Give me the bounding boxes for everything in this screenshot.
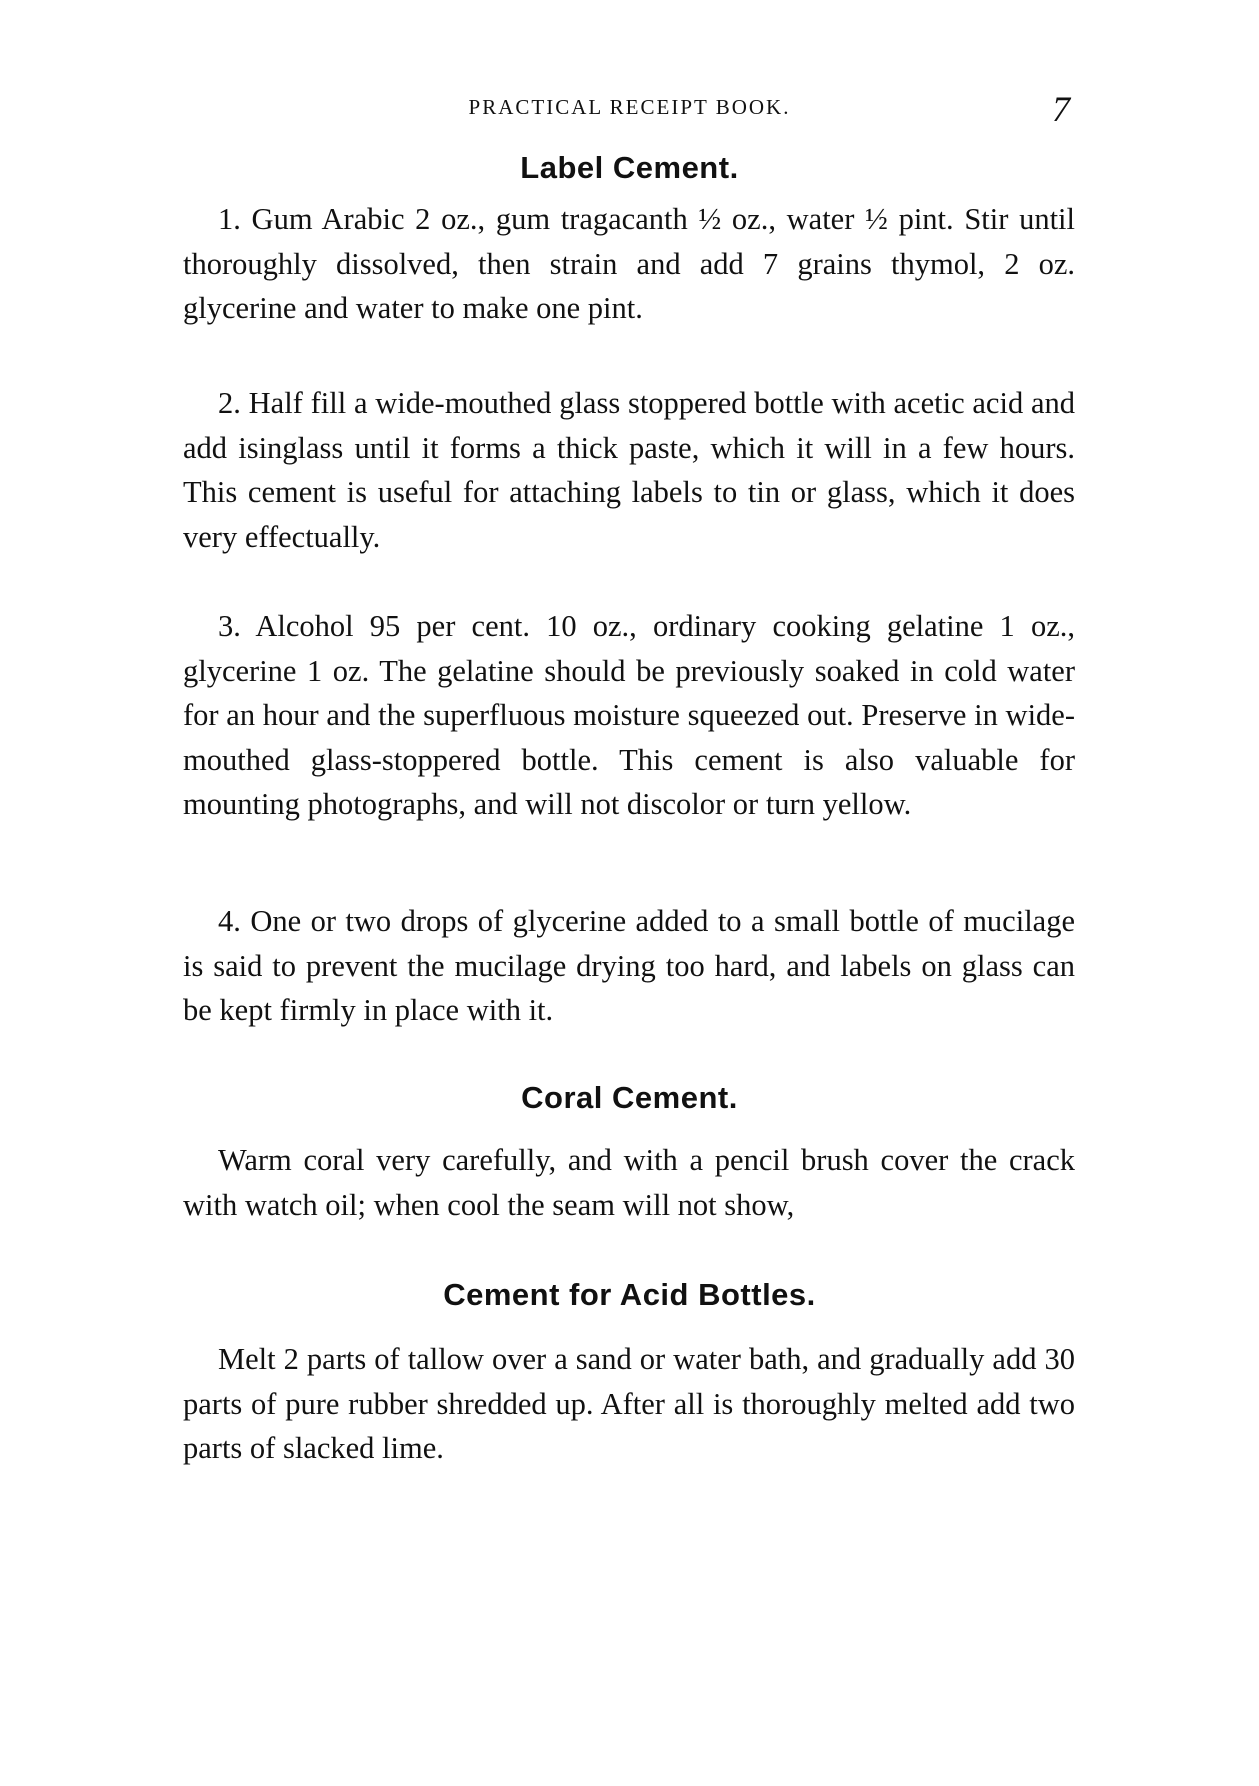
running-head: PRACTICAL RECEIPT BOOK. <box>468 95 791 119</box>
paragraph-label-cement-2: 2. Half fill a wide-mouthed glass stoppered bottle with acetic acid and add isinglass until it forms a thick paste, which it will in a few hours. This cement is useful for attaching labels to tin or glass, which it does very effectually. <box>183 386 1075 554</box>
section-title-coral-cement: Coral Cement. <box>521 1080 738 1115</box>
paragraph-acid-bottles: Melt 2 parts of tallow over a sand or water bath, and gradually add 30 parts of pure rubber shredded up. After all is thoroughly melted add two parts of slacked lime. <box>183 1342 1075 1465</box>
paragraph-coral-cement: Warm coral very carefully, and with a pencil brush cover the crack with watch oil; when cool the seam will not show, <box>183 1143 1075 1222</box>
paragraph-label-cement-3: 3. Alcohol 95 per cent. 10 oz., ordinary cooking gelatine 1 oz., glycerine 1 oz. The gelatine should be previously soaked in cold water for an hour and the superfluous moisture squeezed out. Preserve in wide-mouthed glass-stoppered bottle. This cement is also valuable for mounting photographs, and will not discolor or turn yellow. <box>183 609 1075 821</box>
paragraph-label-cement-1: 1. Gum Arabic 2 oz., gum tragacanth ½ oz., water ½ pint. Stir until thoroughly dissolved, then strain and add 7 grains thymol, 2 oz. glycerine and water to make one pint. <box>183 202 1075 325</box>
paragraph-label-cement-4: 4. One or two drops of glycerine added to a small bottle of mucilage is said to prevent the mucilage drying too hard, and labels on glass can be kept firmly in place with it. <box>183 904 1075 1027</box>
section-title-label-cement: Label Cement. <box>520 150 739 185</box>
page-number: 7 <box>1052 89 1070 129</box>
section-title-acid-bottles: Cement for Acid Bottles. <box>443 1277 816 1312</box>
